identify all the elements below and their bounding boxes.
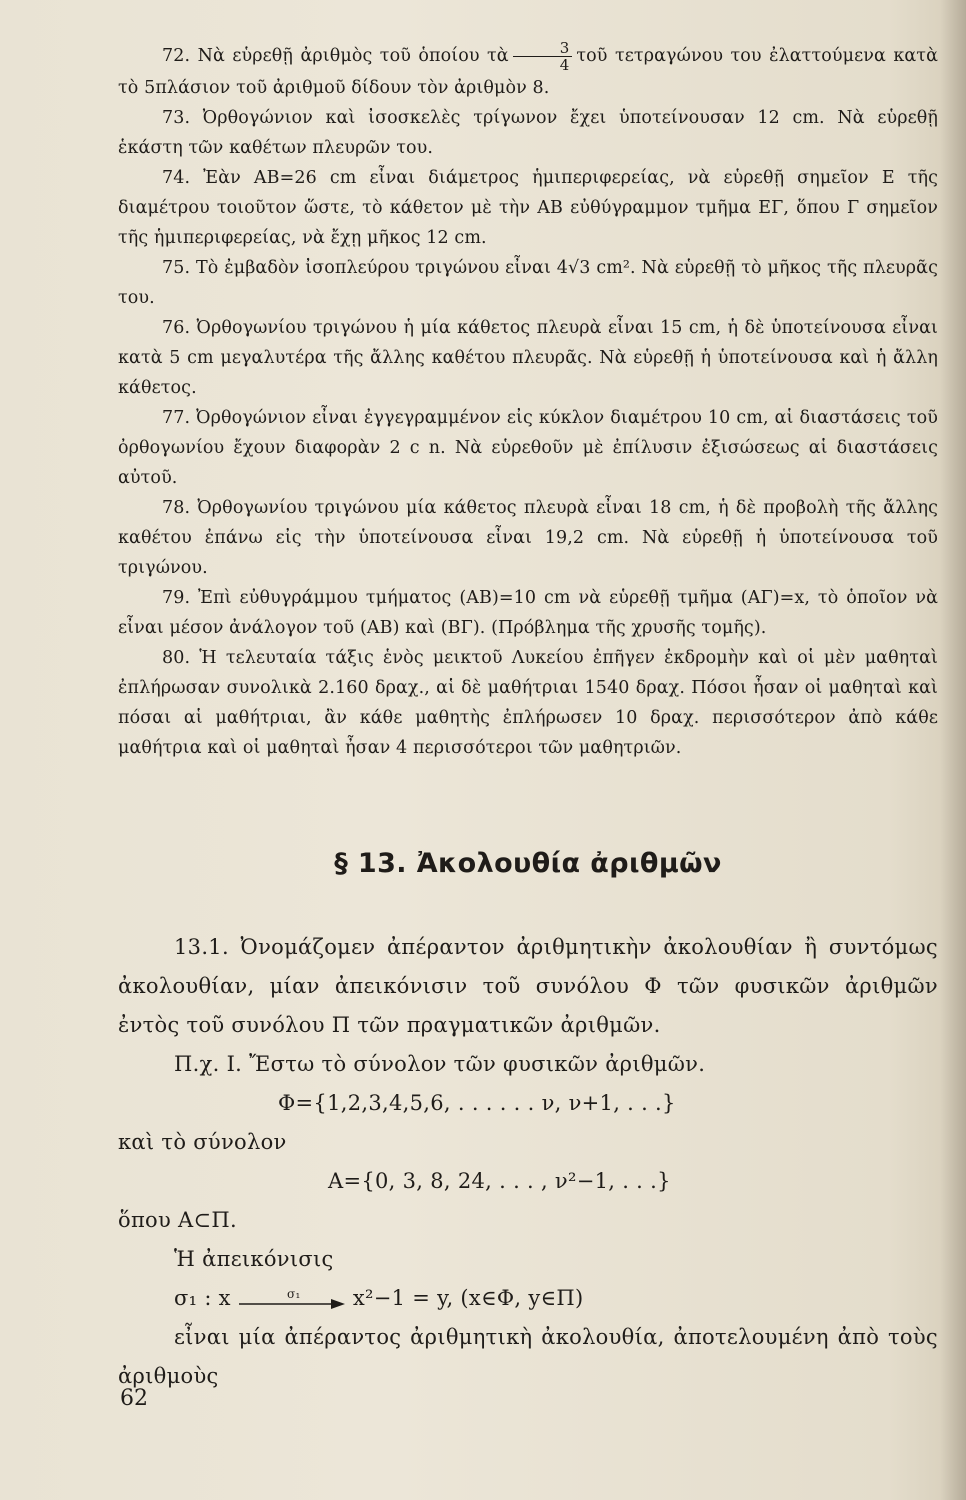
conclusion-paragraph: εἶναι μία ἀπέραντος ἀριθμητικὴ ἀκολουθία, ἀποτελουμένη ἀπὸ τοὺς ἀριθμοὺς xyxy=(118,1325,938,1388)
arrow-label: σ₁ xyxy=(286,1288,301,1301)
exercise-75: 75. Τὸ ἐμβαδὸν ἰσοπλεύρου τριγώνου εἶναι 4√3 cm². Νὰ εὑρεθῇ τὸ μῆκος τῆς πλευρᾶς του. xyxy=(118,258,938,308)
and-set-text: καὶ τὸ σύνολον xyxy=(118,1130,287,1154)
arrow-icon xyxy=(237,1289,347,1311)
exercise-73: 73. Ὀρθογώνιον καὶ ἰσοσκελὲς τρίγωνον ἔχει ὑποτείνουσαν 12 cm. Νὰ εὑρεθῇ ἑκάστη τῶν καθέτων πλευρῶν του. xyxy=(118,108,938,158)
mapping-formula: σ₁ : x σ₁ x²−1 = y, (x∈Φ, y∈Π) xyxy=(174,1286,584,1310)
fraction: $\frac{3}{4}$ xyxy=(513,40,573,73)
exercise-79: 79. Ἐπὶ εὐθυγράμμου τμήματος (ΑΒ)=10 cm νὰ εὑρεθῇ τμῆμα (ΑΓ)=x, τὸ ὁποῖον νὰ εἶναι μέσον ἀνάλογον τοῦ (ΑΒ) καὶ (ΒΓ). (Πρόβλημα τῆς χρυσῆς τομῆς). xyxy=(118,588,938,638)
example-intro: Π.χ. Ι. Ἔστω τὸ σύνολον τῶν φυσικῶν ἀριθμῶν. xyxy=(174,1052,706,1076)
mapping-arrow xyxy=(237,1289,347,1311)
set-a: Α={0, 3, 8, 24, . . . , ν²−1, . . .} xyxy=(328,1169,671,1193)
exercise-list xyxy=(118,40,938,763)
exercise-80: 80. Ἡ τελευταία τάξις ἑνὸς μεικτοῦ Λυκείου ἐπῆγεν ἐκδρομὴν καὶ οἱ μὲν μαθηταὶ ἐπλήρωσαν συνολικὰ 2.160 δραχ., αἱ δὲ μαθήτριαι 1540 δραχ. Πόσοι ἦσαν οἱ μαθηταὶ καὶ πόσαι αἱ μαθήτριαι, ἂν κάθε μαθητὴς ἐπλήρωσεν 10 δραχ. περισσότερον ἀπὸ κάθε μαθήτρια καὶ οἱ μαθηταὶ ἦσαν 4 περισσότεροι τῶν μαθητριῶν. xyxy=(118,648,938,758)
set-phi: Φ={1,2,3,4,5,6, . . . . . . ν, ν+1, . . .} xyxy=(278,1091,676,1115)
exercise-77: 77. Ὀρθογώνιον εἶναι ἐγγεγραμμένον εἰς κύκλον διαμέτρου 10 cm, αἱ διαστάσεις τοῦ ὀρθογωνίου ἔχουν διαφορὰν 2 c n. Νὰ εὑρεθοῦν μὲ ἐπίλυσιν ἐξισώσεως αἱ διαστάσεις αὐτοῦ. xyxy=(118,408,938,488)
exercise-74: 74. Ἐὰν ΑΒ=26 cm εἶναι διάμετρος ἡμιπεριφερείας, νὰ εὑρεθῇ σημεῖον Ε τῆς διαμέτρου τοιοῦτον ὥστε, τὸ κάθετον μὲ τὴν ΑΒ εὐθύγραμμον τμῆμα ΕΓ, ὅπου Γ σημεῖον τῆς ἡμιπεριφερείας, νὰ ἔχῃ μῆκος 12 cm. xyxy=(118,168,938,248)
definition-paragraph: 13.1. Ὀνομάζομεν ἀπέραντον ἀριθμητικὴν ἀκολουθίαν ἢ συντόμως ἀκολουθίαν, μίαν ἀπεικόνισιν τοῦ συνόλου Φ τῶν φυσικῶν ἀριθμῶν ἐντὸς τοῦ συνόλου Π τῶν πραγματικῶν ἀριθμῶν. xyxy=(118,935,938,1037)
subset-note: ὅπου Α⊂Π. xyxy=(118,1208,237,1232)
exercise-72: 72. Νὰ εὑρεθῇ ἀριθμὸς τοῦ ὁποίου τὰ $\frac{3}{4}$ τοῦ τετραγώνου του ἐλαττούμενα κατὰ τὸ 5πλάσιον τοῦ ἀριθμοῦ δίδουν τὸν ἀριθμὸν 8. xyxy=(118,39,938,98)
exercise-78: 78. Ὀρθογωνίου τριγώνου μία κάθετος πλευρὰ εἶναι 18 cm, ἡ δὲ προβολὴ τῆς ἄλλης καθέτου ἐπάνω εἰς τὴν ὑποτείνουσα εἶναι 19,2 cm. Νὰ εὑρεθῇ ἡ ὑποτείνουσα τοῦ τριγώνου. xyxy=(118,498,938,578)
section-heading: § 13. Ἀκολουθία ἀριθμῶν xyxy=(334,848,722,879)
page-number: 62 xyxy=(120,1386,148,1411)
mapping-intro: Ἡ ἀπεικόνισις xyxy=(174,1247,334,1271)
exercise-76: 76. Ὀρθογωνίου τριγώνου ἡ μία κάθετος πλευρὰ εἶναι 15 cm, ἡ δὲ ὑποτείνουσα εἶναι κατὰ 5 cm μεγαλυτέρα τῆς ἄλλης καθέτου πλευρᾶς. Νὰ εὑρεθῇ ἡ ὑποτείνουσα καὶ ἡ ἄλλη κάθετος. xyxy=(118,318,938,398)
section-body xyxy=(118,928,938,1396)
page-spine-shadow xyxy=(940,0,966,1500)
